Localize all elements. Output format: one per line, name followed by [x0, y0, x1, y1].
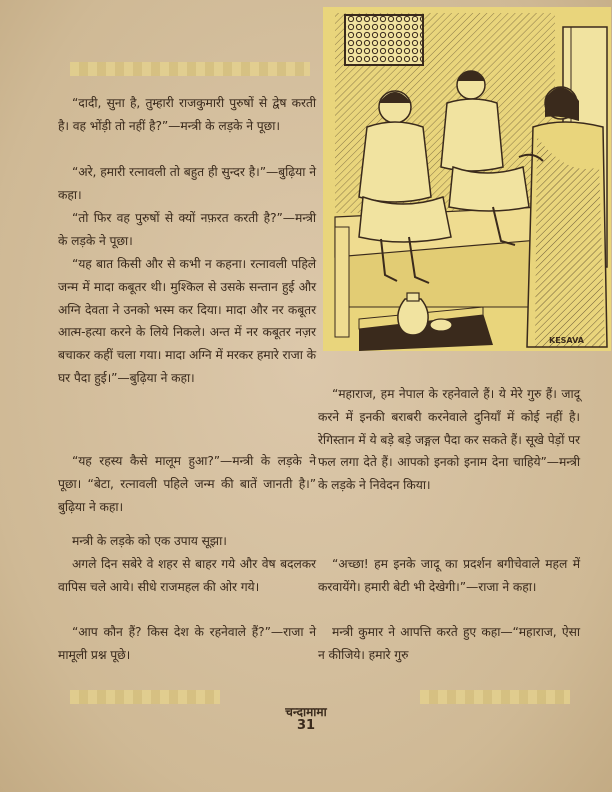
left-paragraph-4: “यह बात किसी और से कभी न कहना। रत्नावली पहिले जन्म में मादा कबूतर थी। मुश्किल से उसके सन्तान हुई और अग्नि देवता ने उनको भस्म कर दिया। मादा और नर कबूतर आत्म-हत्या करने के लिये निकले। अन्त में नर कबूतर नज़र बचाकर कहीं चला गया। मादा अग्नि में मरकर हमारे राजा के घर पैदा हुई।”—बुढ़िया ने कहा।: [58, 257, 316, 385]
illustrator-signature: KESAVA: [549, 336, 584, 345]
left-paragraph-7: अगले दिन सबेरे वे शहर से बाहर गये और वेष बदलकर वापिस चले आये। सीधे राजमहल की ओर गये।: [58, 557, 316, 594]
magazine-name: चन्दामामा: [285, 705, 327, 719]
illustration-drawing: [323, 7, 611, 351]
left-paragraph-6: मन्त्री के लड़के को एक उपाय सूझा।: [72, 534, 227, 548]
left-paragraph-8: “आप कौन हैं? किस देश के रहनेवाले हैं?”—राजा ने मामूली प्रश्न पूछे।: [58, 625, 316, 662]
left-paragraph-3: “तो फिर वह पुरुषों से क्यों नफ़रत करती है?”—मन्त्री के लड़के ने पूछा।: [58, 211, 316, 248]
right-paragraph-3: मन्त्री कुमार ने आपत्ति करते हुए कहा—“महाराज, ऐसा न कीजिये। हमारे गुरु: [318, 625, 580, 662]
page-number: 31: [296, 718, 316, 733]
left-paragraph-1: “दादी, सुना है, तुम्हारी राजकुमारी पुरुषों से द्वेष करती है। वह भोंड़ी तो नहीं है?”—मन्त्री के लड़के ने पूछा।: [58, 96, 316, 133]
bottom-left-decorative-band: [70, 690, 220, 704]
left-paragraph-5: “यह रहस्य कैसे मालूम हुआ?”—मन्त्री के लड़के ने पूछा। “बेटा, रत्नावली पहिले जन्म की बातें जानती है।” बुढ़िया ने कहा।: [58, 454, 316, 514]
bottom-right-decorative-band: [420, 690, 570, 704]
right-paragraph-2: “अच्छा! हम इनके जादू का प्रदर्शन बगीचेवाले महल में करवायेंगे। हमारी बेटी भी देखेगी।”—राजा ने कहा।: [318, 557, 580, 594]
left-paragraph-2: “अरे, हमारी रत्नावली तो बहुत ही सुन्दर है।”—बुढ़िया ने कहा।: [58, 165, 316, 202]
top-decorative-band: [70, 62, 310, 76]
right-paragraph-1: “महाराज, हम नेपाल के रहनेवाले हैं। ये मेरे गुरु हैं। जादू करने में इनकी बराबरी करनेवाले दुनियाँ में कोई नहीं है। रेगिस्तान में ये बड़े बड़े जङ्गल पैदा कर सकते हैं। सूखे पेड़ों पर फल लगा देते हैं। आपको इनको इनाम देना चाहिये”—मन्त्री के लड़के ने निवेदन किया।: [318, 387, 580, 493]
story-illustration: [323, 7, 611, 351]
